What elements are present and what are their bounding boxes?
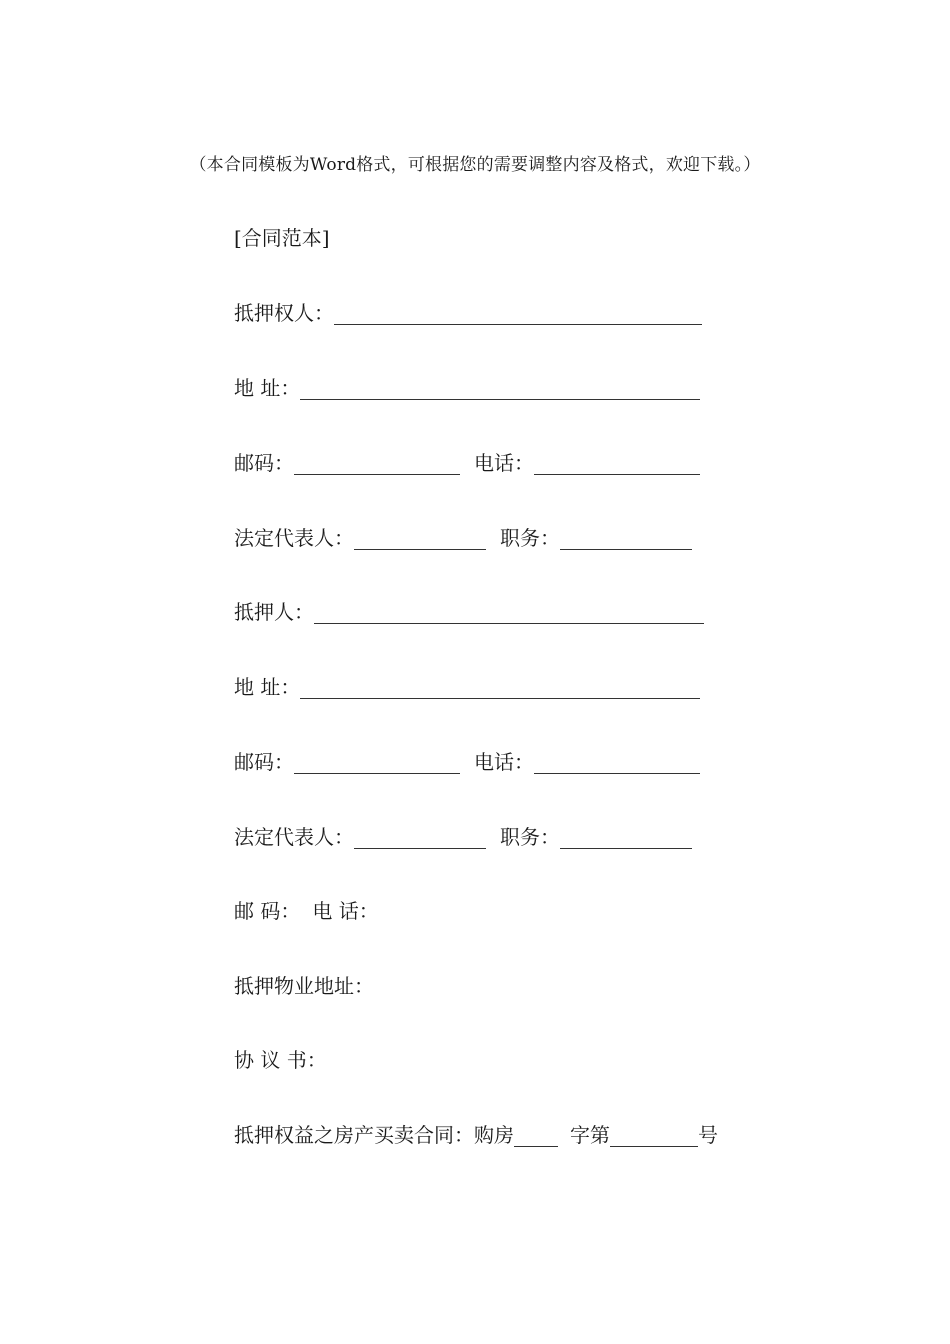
legal-rep1-row <box>234 523 692 553</box>
legal-rep2-row <box>234 822 692 852</box>
property-address-row <box>234 971 374 1001</box>
position1-label: 职务： <box>500 526 560 550</box>
template-note: （本合同模板为Word格式，可根据您的需要调整内容及格式，欢迎下载。） <box>189 155 761 175</box>
agreement-row <box>234 1045 327 1075</box>
mortgagee-label: 抵押权人： <box>234 301 334 325</box>
address2-blank[interactable] <box>300 676 700 699</box>
address2-label: 地 址： <box>234 675 301 699</box>
contract-suffix: 号 <box>698 1123 718 1147</box>
mortgagor-label: 抵押人： <box>234 600 314 624</box>
phone1-label: 电话： <box>474 451 534 475</box>
heading-text: [合同范本] <box>234 226 330 250</box>
position2-label: 职务： <box>500 825 560 849</box>
zip1-label: 邮码： <box>234 451 294 475</box>
zip-phone1-row <box>234 448 700 478</box>
address1-row <box>234 373 700 403</box>
mortgagee-blank[interactable] <box>334 302 702 325</box>
address1-label: 地 址： <box>234 376 301 400</box>
contract-row <box>234 1120 718 1150</box>
contract-number-blank[interactable] <box>610 1124 698 1147</box>
zip-phone3-row <box>234 896 379 926</box>
zip-phone2-row <box>234 747 700 777</box>
address2-row <box>234 672 700 702</box>
address1-blank[interactable] <box>300 377 700 400</box>
contract-prefix: 抵押权益之房产买卖合同：购房 <box>234 1123 514 1147</box>
mortgagor-blank[interactable] <box>314 601 704 624</box>
mortgagee-row <box>234 298 702 328</box>
contract-mid: 字第 <box>570 1123 610 1147</box>
zip2-label: 邮码： <box>234 750 294 774</box>
mortgagor-row <box>234 597 704 627</box>
legal-rep1-blank[interactable] <box>354 527 486 550</box>
contract-house-blank[interactable] <box>514 1124 558 1147</box>
phone3-label: 电 话： <box>312 899 379 923</box>
phone2-label: 电话： <box>474 750 534 774</box>
zip2-blank[interactable] <box>294 751 460 774</box>
legal-rep2-blank[interactable] <box>354 826 486 849</box>
zip3-label: 邮 码： <box>234 899 301 923</box>
phone1-blank[interactable] <box>534 452 700 475</box>
property-address-label: 抵押物业地址： <box>234 974 374 998</box>
phone2-blank[interactable] <box>534 751 700 774</box>
contract-heading <box>234 223 330 253</box>
legal-rep2-label: 法定代表人： <box>234 825 354 849</box>
legal-rep1-label: 法定代表人： <box>234 526 354 550</box>
agreement-label: 协 议 书： <box>234 1048 327 1072</box>
position1-blank[interactable] <box>560 527 692 550</box>
position2-blank[interactable] <box>560 826 692 849</box>
zip1-blank[interactable] <box>294 452 460 475</box>
